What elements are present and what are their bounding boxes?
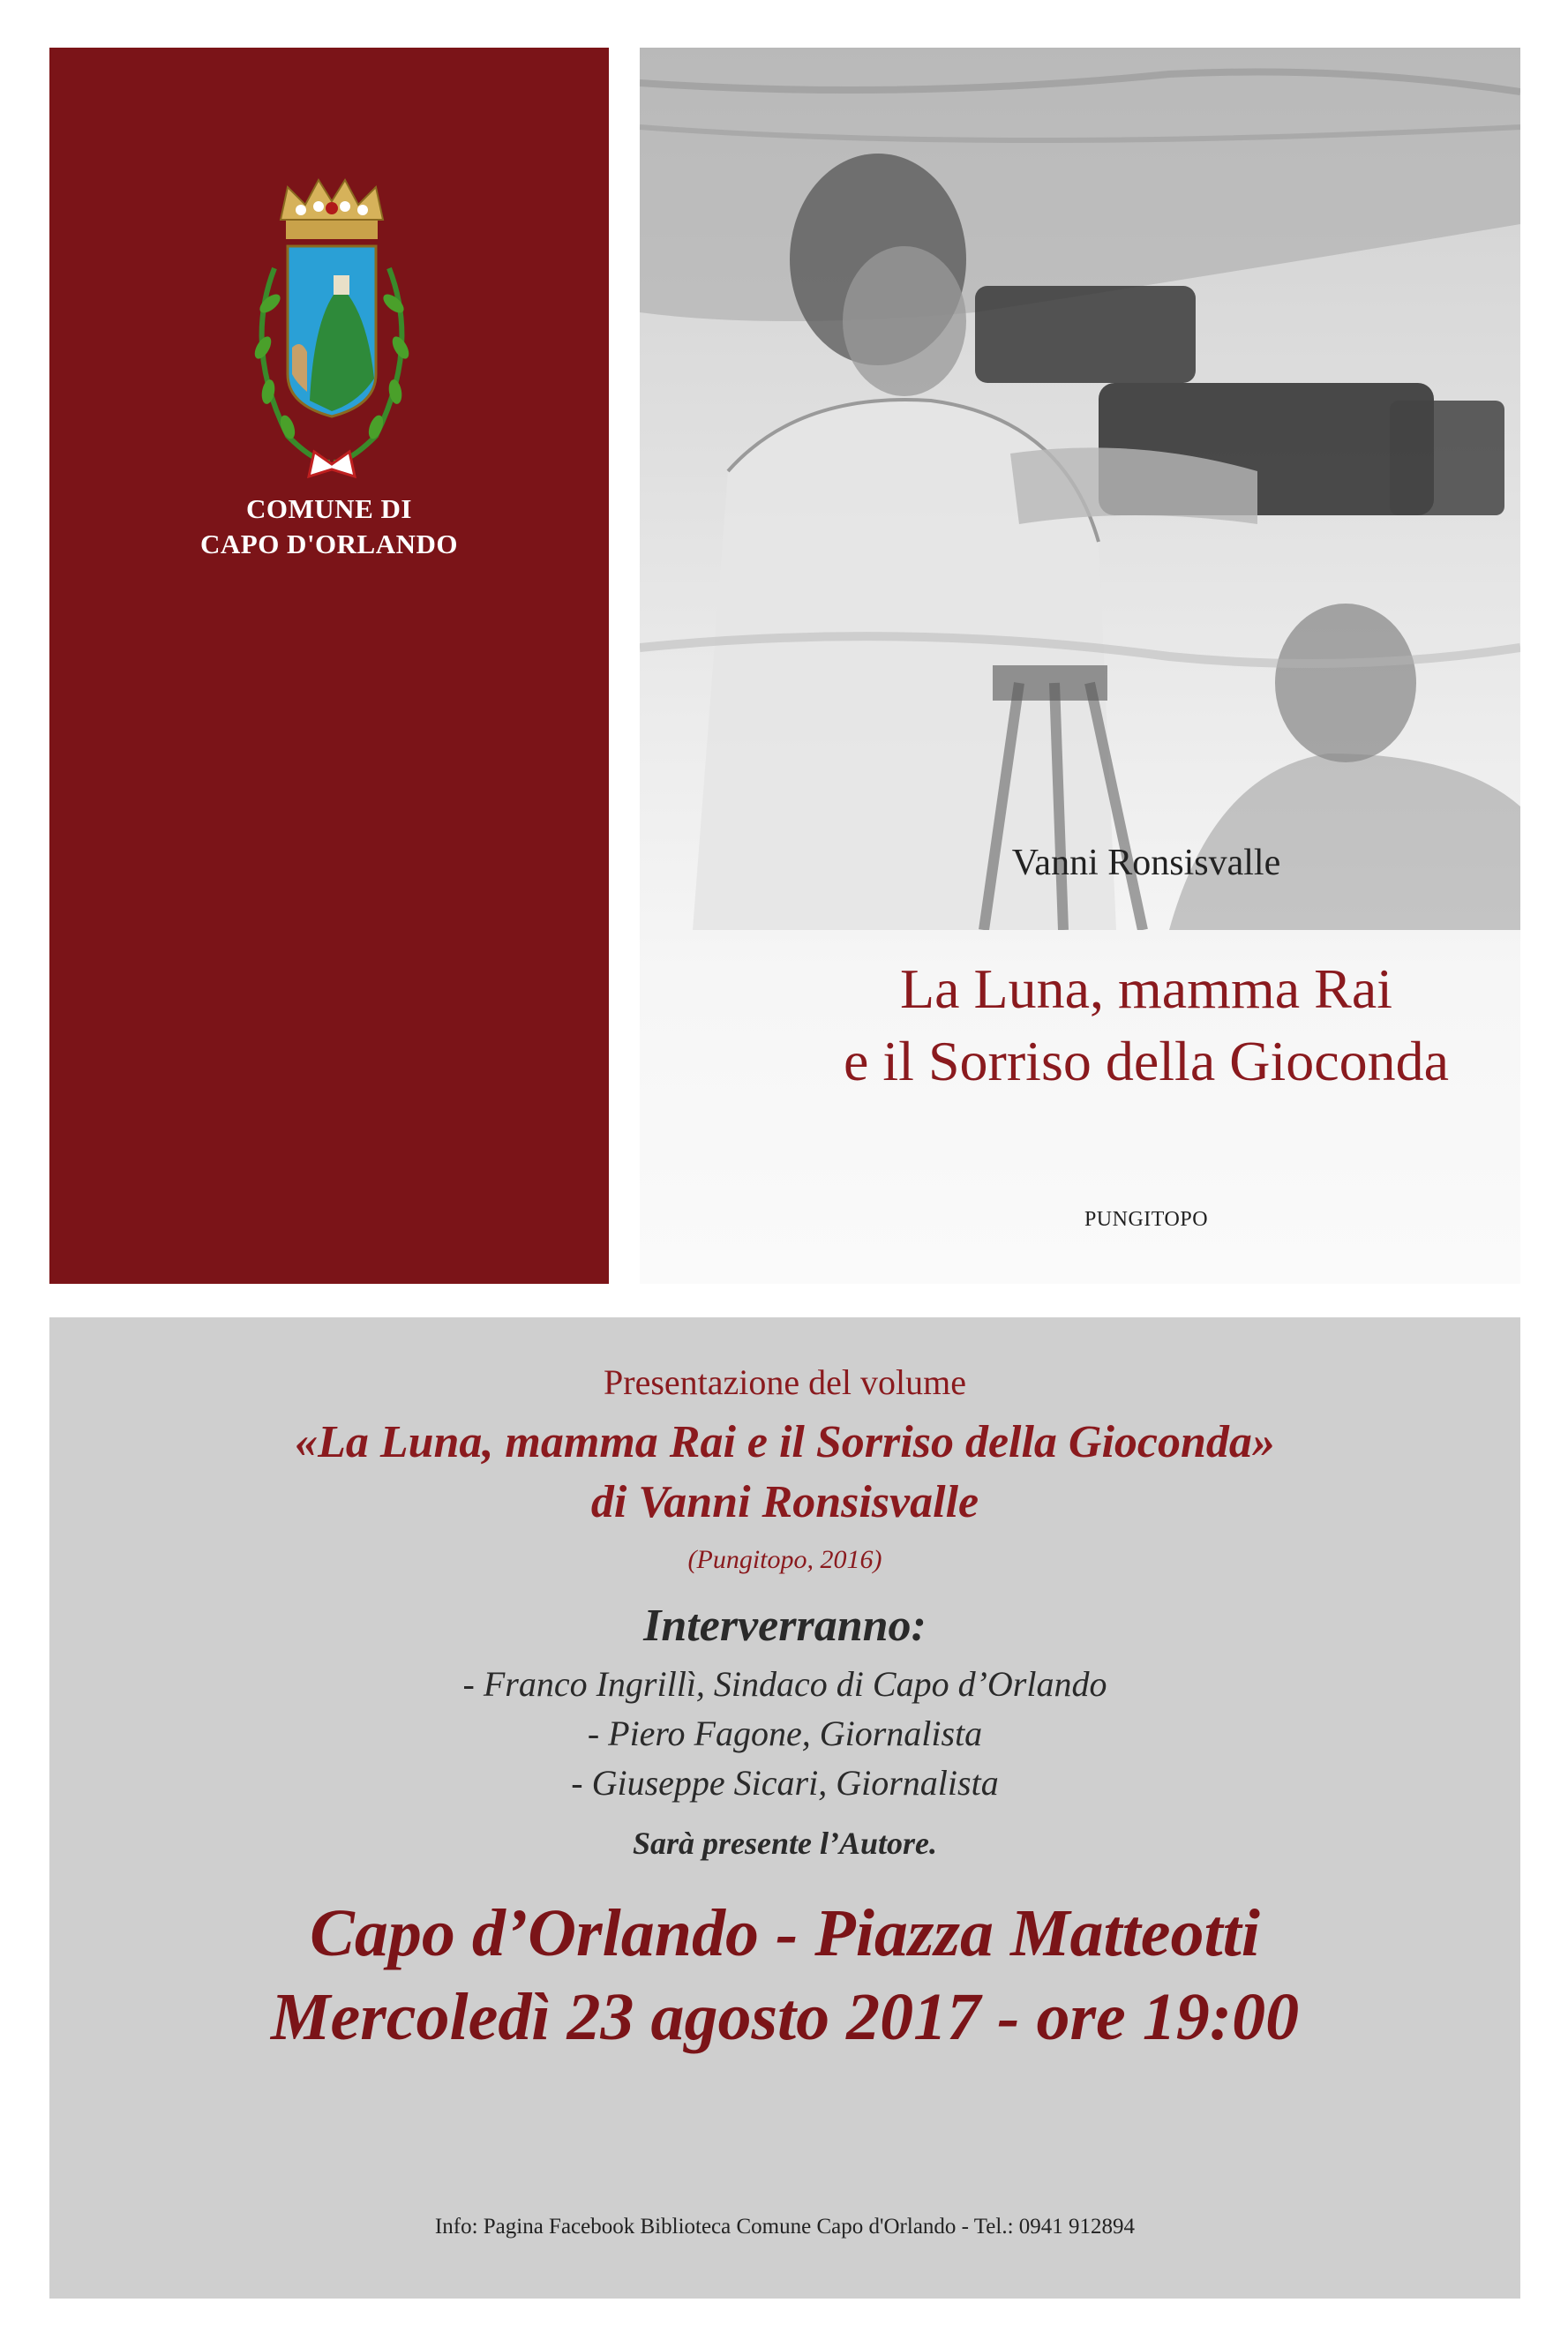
speakers-heading: Interverranno: — [643, 1601, 927, 1651]
author-presence-note: Sarà presente l’Autore. — [632, 1826, 938, 1861]
municipality-panel — [49, 48, 609, 1284]
book-title-line2: e il Sorriso della Gioconda — [843, 1030, 1450, 1092]
event-datetime: Mercoledì 23 agosto 2017 - ore 19:00 — [270, 1980, 1300, 2054]
municipal-crest-icon — [226, 171, 438, 524]
speaker-item: - Giuseppe Sicari, Giornalista — [571, 1763, 999, 1803]
event-intro: Presentazione del volume — [604, 1362, 966, 1402]
book-publisher: PUNGITOPO — [1084, 1208, 1209, 1231]
municipality-name-line1: COMUNE DI — [246, 493, 412, 524]
contact-info: Info: Pagina Facebook Biblioteca Comune Capo d'Orlando - Tel.: 0941 912894 — [434, 2215, 1136, 2239]
event-book-author: di Vanni Ronsisvalle — [590, 1477, 979, 1527]
municipality-name-line2: CAPO D'ORLANDO — [199, 529, 459, 559]
event-book-title: «La Luna, mamma Rai e il Sorriso della Gioconda» — [295, 1417, 1275, 1467]
book-cover — [640, 48, 1520, 1284]
event-info-panel — [49, 1317, 1520, 2299]
event-book-edition: (Pungitopo, 2016) — [687, 1545, 882, 1574]
event-venue: Capo d’Orlando - Piazza Matteotti — [310, 1896, 1260, 1970]
book-title-line1: La Luna, mamma Rai — [899, 957, 1393, 1020]
book-author: Vanni Ronsisvalle — [1011, 843, 1281, 883]
speaker-item: - Franco Ingrillì, Sindaco di Capo d’Orlando — [462, 1664, 1107, 1704]
cameraman-photo — [640, 48, 1520, 930]
speaker-item: - Piero Fagone, Giornalista — [587, 1714, 983, 1753]
